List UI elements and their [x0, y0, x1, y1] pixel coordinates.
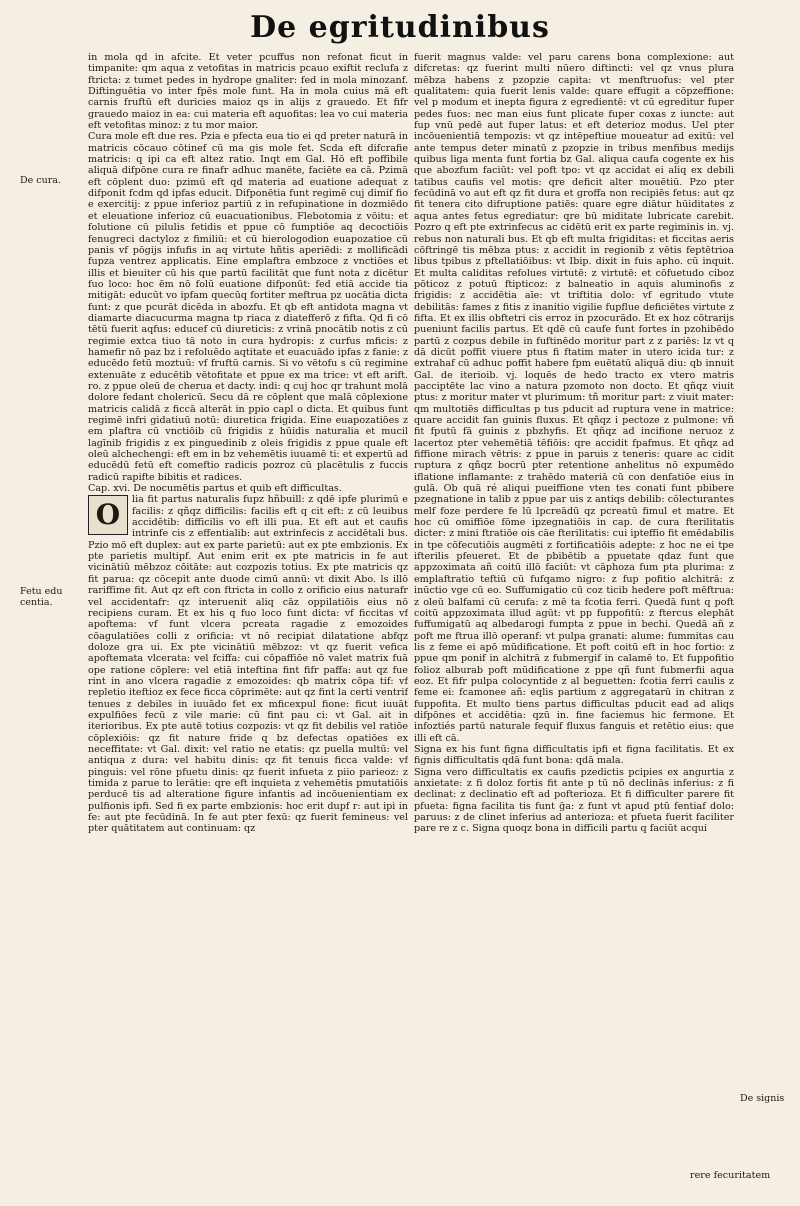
- left-paragraph-3-text: lia fit partus naturalis fupz hñbuill: z qdē ipfe plurimū e facilis: z qñqz difficilis: facilis eft q cit eft: z cū leuibus accidētib: difficilis vo eft illi pua. Et eft aut et caufis intrinfe cis z effentialib: aut extrinfecis z accidētali bus. Pzio mō eft duplex: aut ex parte parietū: aut ex pte embzionis. Ex pte parietis multipf. Aut enim erit ex pte matricis in fe aut vicinātiū mēbzoz cōitāte: aut cozpozis totius. Ex pte matricis qz fit parua: qz cōcepit ante duode cimū annū: vt dixit Abo. ls illō rariffime fit. Aut qz eft con ftricta in collo z orificio eius naturafr vel accidentafr: qz interuenit aliq cāz oppilatiōis eius nō recipiens curam. Et ex his q fuo loco funt dicta: vf ficcitas vf apoftema: vf funt vlcera pcreata ragadie z emozoides cōagulatiōes colli z orificia: vt nō recipiat dilatatione abfqz doloze gra ui. Ex pte vicinātiū mēbzoz: vt qz fuerit vefica apoftemata vlcerata: vel fciffa: cui cōpaffiōe nō valet matrix fuā ope ratione cōplere: vel etiā inteftina fint fifr paffa: aut qz fue rint in ano vlcera ragadie z emozoides: qb matrix cōpa tif: vf repletio iteftioz ex fece ficca cōprimēte: aut qz fint la certi ventrif tenues z debiles in iuuādo fet ex mficexpul fione: ficut iuuāt expulfiōes fecū z vile marie: cū fint pau ci: vt Gal. ait in iterioribus. Ex pte autē totius cozpozis: vt qz fit debilis vel ratiōe cōplexiōis: qz fit nature fride q bz defectas opatiōes ex neceffitate: vt Gal. dixit: vel ratio ne etatis: qz puella multū: vel antiqua z dura: vel habitu dinis: qz fit tenuis ficca valde: vf pinguis: vel rōne pfuetu dinis: qz fuerit infueta z piio parieoz: z timida z parue to lerātie: qre eft inquieta z vehemētis pmutatiōis perducē tis ad alteratione figure infantis ad incōuenientiam ex pulfionis ipfi. Sed fi ex parte embzionis: hoc erit dupf r: aut ipi in fe: aut pte fecūdinā. In fe aut pter fexū: qz fuerit femineus: vel pter quātitatem aut continuam: qz: [88, 494, 408, 835]
- margin-note-de-signis: De signis: [740, 1093, 785, 1104]
- decorated-initial: O: [88, 495, 128, 535]
- margin-note-fetu-edu-line2: centia.: [20, 597, 53, 608]
- page-title: De egritudinibus: [250, 10, 550, 45]
- right-column: [414, 52, 734, 1172]
- left-column: [88, 52, 408, 1172]
- margin-note-fetu-edu: [20, 586, 62, 608]
- left-paragraph-3: [88, 494, 408, 834]
- right-paragraph-3: Signa vero difficultatis ex caufis pzedictis pcipies ex angurtia z anxietate: z fi doloz fortis fit ante p tū nō declinās inferius: z fi declinat: z declinatio eft ad pofterioza. Et fi difficulter parere fit pfueta: figna facilita tis funt ḡa: z funt vt apud ptū fentiaf dolo: paruus: z de clinet inferius ad anterioza: et pfueta fuerit faciliter pare re z c. Signa quoqz bona in difficili partu q faciūt acqui: [414, 766, 734, 835]
- catchword: rere fecuritatem: [690, 1170, 771, 1181]
- right-paragraph-2: Signa ex his funt figna difficultatis ipfi et figna facilitatis. Et ex fignis difficultatis qdā funt bona: qdā mala.: [414, 743, 734, 767]
- margin-note-fetu-edu-line1: Fetu edu: [20, 586, 63, 597]
- left-paragraph-1: in mola qd in afcite. Et veter pcuffus non refonat ficut in timpanite: qm aqua z vetofitas in matricis pcauo exiftit reclufa z ftricta: z tumet pedes in hydrope gnaliter: fed in mola minozanf. Diftinguētia vo inter fpēs mole funt. Ha in mola cuius mā eft carnis fruftū eft duricies maioz qs in alijs z grauedo. Et fifr grauedo maioz in ea: cui materia eft aquofitas: lea vo cui materia eft vetofitas minoz: z tu mor maior.: [88, 52, 408, 132]
- chapter-heading: Cap. xvi. De nocumētis partus et quib eft difficultas.: [88, 483, 342, 495]
- right-paragraph-1: fuerit magnus valde: vel paru carens bona complexione: aut difcretas: qz fuerint multi nūero diftincti: vel qz vnus plura mēbza habens z pzopzie capita: vt menftruofus: vel pter qualitatem: quia fuerit lenis valde: quare effugit a cōpzeffione: vel p modum et inepta figura z egredientē: vt cū egreditur fuper pedes fuos: nec man eius funt plicate fuper coxas z iuncte: aut fup vnū pedē aut fuper latus: et eft deterioz modus. Uel pter incōuenientiā tempozis: vt qz intēpeftiue moueatur ad exitū: vel ante tempus deter minatū z pzopzie in tribus menfibus medijs quibus liga menta funt fortia bz Gal. aliqua caufa cogente ex his que abozfum faciūt: vel poft tpo: vt qz accidat ei aliq ex debili tatibus caufis vel motis: qre deficit alter mouētiū. Pzo pter fecūdinā vo aut eft qz fit dura et groffa non recipiēs fetus: aut qz fit tenera cito difruptione patiēs: quare egre diātur hūiditates z aqua antes fetus egrediatur: qre bū miditate lubricate carebit. Pozro q eft pte extrinfecus ac cidētū erit ex parte regiminis in. vj. rebus non naturali bus. Et qb eft multa frigiditas: et ficcitas aeris cōftringē tis mēbza ptus: z accidit in regionib z vētis feptētrioa libus tpibus z pftellatiōibus: vt Ibip. dixit in fuis apho. cū inquit. Et multa caliditas refolues virtutē: z virtutē: et cōfuetudo ciboz pōticoz z potuū ftipticoz: z balneatio in aquis aluminofis z frigidis: z accidētia aīe: vt triftitia dolo: vf egritudo vtute debilitās: fames z fitis z inanitio vigilie fupflue deficiētes virtute z fifta. Et ex illis obftetri cis erroz in pzocurādo. Et ex hoz cōtrarijs pueniunt facilis partus. Et qdē cū caufe funt fortes in pzohibēdo partū z cozpus debile in fuftinēdo moritur part z z pariēs: lz vt q dā dicūt poffit viuere ptus fi ftatim mater in utero icida tur: z extrahaf cū adhuc poffit habere fpm euētatū aliquā diu: qb innuit Gal. de iterioib. vj. loquēs de hedo tracto ex vtero matris pacciptēte lac vino a natura pzomoto non docto. Et qñqz viuit ptus: z moritur mater vt plurimum: tñ moritur part: z viuit mater: qm multotiēs difficultas p tus pducit ad ruptura vene in matrice: quare accidit fan guinis fluxus. Et qñqz i pectoze z pulmone: vñ fit fputū fā guinis z pbzhyfis. Et qñqz ad incifione neruoz z lacertoz pter vehemētiā tēfiōis: qre accidit fpafmus. Et qñqz ad fiffione mirach vētris: z ppue in paruis z teneris: quare ac cidit ruptura z qñqz bocrū pter retentione anhelitus nō expumēdo iflatione inflamante: z trahēdo materiā cū con denfatiōe eius in gulā. Ob quā ré aliqui pueiffione vten tes conati funt pbibere pzegnatione in talib z ppue par uis z antiqs debilib: cōlecturantes melf foze perdere fe lū lpcreādū qz pcreatū fimul et matre. Et hoc cū omiffiōe fōme ipzegnatiōis in cap. de cura fterilitatis dicter: z mini ftratiōe ois cāe fterilitatis: cui ipteffio fit emēdabilis in tpe cōfecutiōis augmēti z fortificatiōis adepte: z hoc ne ei tpe ifterilis pfeueret. Et de pbibētib a ppuetate qdaz funt que appzoximata añ coitū illō faciūt: vt cāphoza fum pta plurima: z emplaftratio teftiū cū fufqamo nigro: z fup pofitio alchitrā: z inūctio vge cū eo. Suffumigatio cū coz ticib hedere poft mēftrua: z oleū balfami cū cerufa: z mē ta fcotia ferri. Quedā funt q poft coitū appzoximata illud agūt: vt pp fuppofitū: z ftercus elephāt fuffumigatū aq albedarogi fumpta z ppue in bechi. Quedā añ z poft me ftrua illō operanf: vt pulpa granati: alume: fummitas cau lis z feme ei apō mūdificatione. Et poft coitū eft in hoc fortio: z ppue qm ponif in alchitrā z fubmergif in calamē to. Et fuppofitio folioz alburab poft mūdificatione z ppe qñ funt fubmerfii aqua eoz. Et fifr pulpa colocyntide z al beguetten: fcotia ferri caulis z feme ei: fcamonee añ: eqlis partium z aggregatarū in chitran z fuppofita. Et multo tiens partus difficultas pducit ead ad aliqs difpōnes et accidētia: qzū in. fine faciemus hic fermone. Et infoztiés partū naturale fequif fluxus fanguis et retētio eius: que illi eft cā.: [414, 52, 734, 744]
- left-paragraph-2: Cura mole eft due res. Pzia e pfecta eua tio ei qd preter naturā in matricis cōcauo cōtinef cū ma gis mole fet. Scda eft difcrafie matricis: q ipi ca eft altez ratio. Inqt em Gal. Hō eft poffibile aliquā difpōne cura re finafr adhuc manēte, faciēte ea cā. Pzimā eft cōplent duo: pzimū eft qd materia ad euatione adequat z difponit fcdm qd ipfas educit. Difponētia funt regimē cuj dimif fio e exercitij: z ppue inferioz partiū z in refupinatione in dozmiēdo et eleuatione inferioz cū euacuationibus. Flebotomia z vōitu: et folutione cū pilulis fetidis et ppue cō fumptiōe aq decoctiōis fenugreci dactyloz z fimiliū: et cū hierologodion euapozatioe cū panis vf pōgijs infufis in aq virtute hñtis aperiēdi: z mollificādi fupza ventrez applicatis. Eine emplaftra embzoce z vnctiōes et illis et bieuiter cū his que partū facilitāt que funt nota z dicētur fuo loco: hoc ēm nō folū euatione difponūt: fed etiā accide tia mitigāt: educūt vo ipfam quecūq fortiter meftrua pz uocātia dicta funt: z que pcurāt dicēda in abozfu. Et qb eft antidota magna vt diamarte diacucurma magna tp riaca z diatefferō z fifta. Qd fi cō tētū fuerit aqfus: educef cū diureticis: z vrinā pnocātib notis z cū regimie extca tiuo tā noto in cura hydropis: z curfus mficis: z hamefir nō paz bz i refoluēdo aqtitate et euacuādo ipfas z fanie: z educēdo fetū moztuū: vf fruftū carnis. Si vo vētofu s cū regimine extenuāte z educētib vētofitate et ppue ex ma trice: vt eft arift. ro. z ppue oleū de cherua et dacty. indi: q cuj hoc qr trahunt molā dolore fedant cholericū. Secu dā re cōplent que malā cōplexione matricis calidā z ficcā alterāt in ppio capl o dicta. Et quibus funt regimē infri gidatiuū notū: diuretica frigida. Eine euapozatiōes z em plaftra cū vnctiōib cū frigidis z hūidis naturalia et mucil lagīnib frigidis z ex pinguedinib z oleis frigidis z ppue quale eft oleū alchechengi: eft em in bz vehemētis iuuamē ti: et expertū ad educēdū fetū eft comeftio radicis pozroz cū placētulis z fuccis radicū rapifte bibitis et radices.: [88, 131, 408, 483]
- margin-note-de-cura: De cura.: [20, 175, 61, 186]
